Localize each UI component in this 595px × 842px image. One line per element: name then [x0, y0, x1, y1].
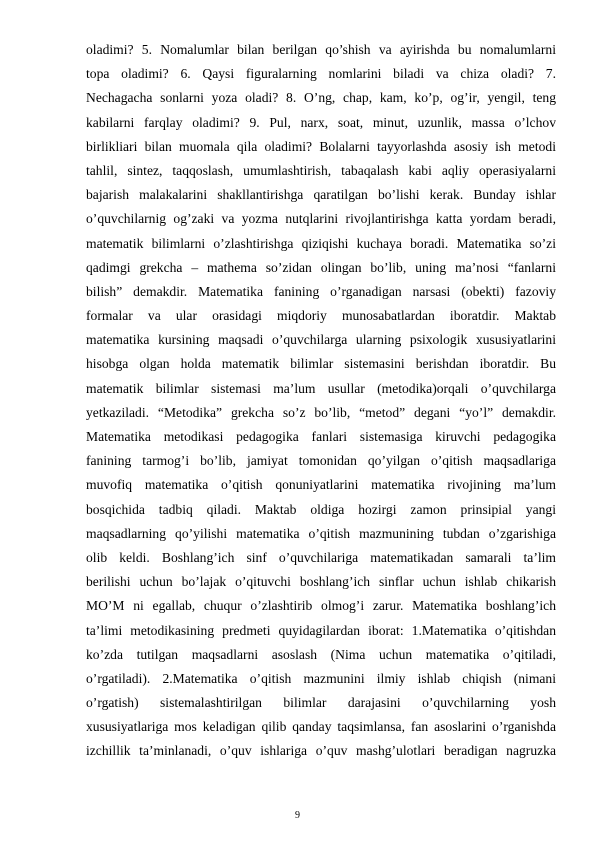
text-line: birlikliari bilan muomala qila oladimi? Bolalarni tayyorlashda asosiy ish metodi [86, 138, 556, 154]
text-line: ta’limi metodikasining predmeti quyidagilardan iborat: 1.Matematika o’qitishdan [86, 622, 556, 638]
text-line: Matematika metodikasi pedagogika fanlari sistemasiga kiruvchi pedagogika [86, 429, 556, 444]
text-line: bilish” demakdir. Matematika fanining o’rganadigan narsasi (obekti) fazoviy [86, 283, 556, 299]
text-line: oladimi? 5. Nomalumlar bilan berilgan qo’shish va ayirishda bu nomalumlarni [86, 42, 556, 57]
text-line: izchillik ta’minlanadi, o’quv ishlariga o’quv mashg’ulotlari beradigan nagruzka [86, 743, 556, 759]
text-line: o’quvchilarnig og’zaki va yozma nutqlarini rivojlantirishga katta yordam beradi, [86, 211, 556, 227]
text-line: tahlil, sintez, taqqoslash, umumlashtirish, tabaqalash kabi aqliy operasiyalarni [86, 162, 556, 178]
text-line: qadimgi grekcha – mathema so’zidan olingan bo’lib, uning ma’nosi “fanlarni [86, 259, 556, 275]
text-line: matematika kursining maqsadi o’quvchilarga ularning psixologik xususiyatlarini [86, 332, 556, 348]
text-line: olib keldi. Boshlang’ich sinf o’quvchilariga matematikadan samarali ta’lim [86, 549, 556, 565]
text-line: Nechagacha sonlarni yoza oladi? 8. O’ng, chap, kam, ko’p, og’ir, yengil, teng [86, 90, 556, 106]
text-line: berilishi uchun bo’lajak o’qituvchi boshlang’ich sinflar uchun ishlab chikarish [86, 574, 556, 590]
text-line: o’rgatish) sistemalashtirilgan bilimlar darajasini o’quvchilarning yosh [86, 695, 556, 711]
text-line: yetkaziladi. “Metodika” grekcha so’z bo’lib, “metod” degani “yo’l” demakdir. [86, 404, 556, 420]
text-line: matematik bilimlar sistemasi ma’lum usullar (metodika)orqali o’quvchilarga [86, 380, 556, 396]
text-line: bosqichida tadbiq qiladi. Maktab oldiga hozirgi zamon prinsipial yangi [86, 501, 556, 517]
text-line: muvofiq matematika o’qitish qonuniyatlarini matematika rivojining ma’lum [86, 477, 556, 493]
text-line: MO’M ni egallab, chuqur o’zlashtirib olmog’i zarur. Matematika boshlang’ich [86, 598, 556, 614]
page-number: 9 [295, 810, 300, 821]
text-line: kabilarni farqlay oladimi? 9. Pul, narx, soat, minut, uzunlik, massa o’lchov [86, 114, 556, 130]
body-text [86, 38, 556, 764]
text-line: bajarish malakalarini shakllantirishga qaratilgan bo’lishi kerak. Bunday ishlar [86, 187, 556, 203]
text-line: xususiyatlariga mos keladigan qilib qanday taqsimlansa, fan asoslarini o’rganishda [86, 719, 556, 735]
text-line: ko’zda tutilgan maqsadlarni asoslash (Nima uchun matematika o’qitiladi, [86, 646, 556, 662]
text-line: matematik bilimlarni o’zlashtirishga qiziqishi kuchaya boradi. Matematika so’zi [86, 235, 556, 251]
text-line: topa oladimi? 6. Qaysi figuralarning nomlarini biladi va chiza oladi? 7. [86, 66, 556, 82]
text-line: formalar va ular orasidagi miqdoriy munosabatlardan iboratdir. Maktab [86, 308, 556, 324]
text-line: hisobga olgan holda matematik bilimlar sistemasini berishdan iboratdir. Bu [86, 356, 556, 372]
text-line: maqsadlarning qo’yilishi matematika o’qitish mazmunining tubdan o’zgarishiga [86, 525, 556, 541]
text-line: fanining tarmog’i bo’lib, jamiyat tomonidan qo’yilgan o’qitish maqsadlariga [86, 453, 556, 469]
text-line: o’rgatiladi). 2.Matematika o’qitish mazmunini ilmiy ishlab chiqish (nimani [86, 670, 556, 686]
